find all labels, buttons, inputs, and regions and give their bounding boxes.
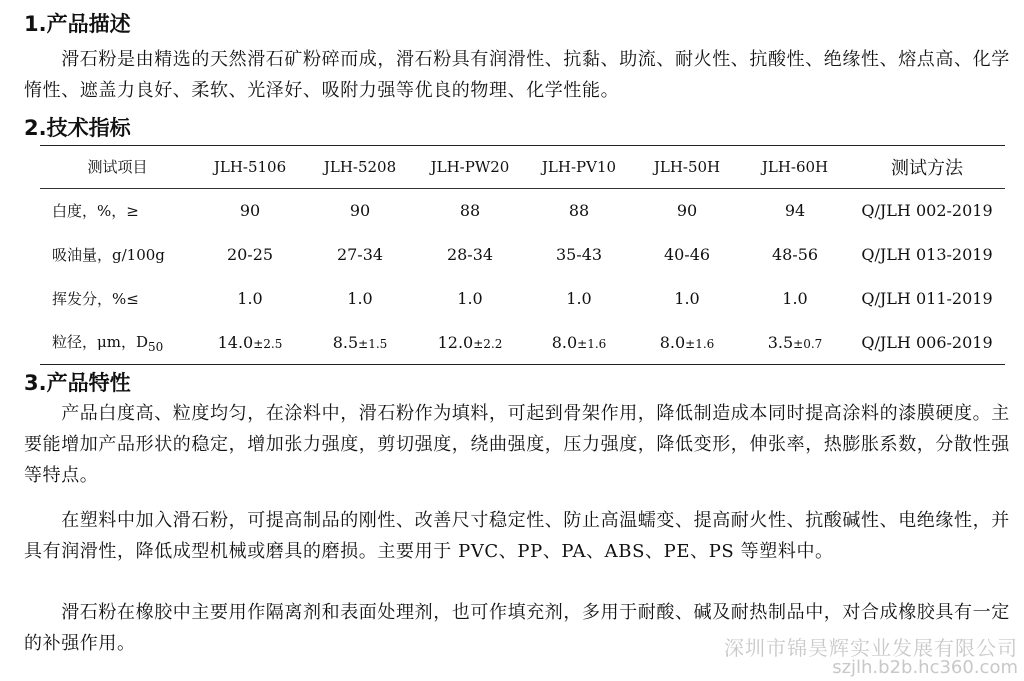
value-tolerance: ±1.5	[358, 336, 388, 351]
cell-value: 1.0	[782, 289, 808, 308]
cell-value: 90	[676, 201, 698, 220]
value-main: 8.5	[332, 332, 359, 352]
cell-value: 1.0	[674, 289, 700, 308]
cell-value	[741, 321, 849, 365]
cell-value: 88	[459, 201, 481, 220]
cell-value: 27-34	[336, 245, 384, 264]
cell-value: 35-43	[555, 245, 603, 264]
row-item-label	[40, 321, 195, 365]
cell-value: 1.0	[566, 289, 592, 308]
value-tolerance: ±0.7	[793, 336, 823, 351]
cell-method: Q/JLH 006-2019	[849, 321, 1005, 365]
cell-value: 88	[568, 201, 590, 220]
table-row	[40, 321, 1005, 365]
cell-value: 28-34	[446, 245, 494, 264]
cell-value: 1.0	[347, 289, 373, 308]
cell-value	[195, 321, 305, 365]
cell-value	[415, 321, 525, 365]
value-main: 3.5	[767, 332, 794, 352]
header-test-item: 测试项目	[40, 146, 195, 188]
section-heading-specs: 2.技术指标	[24, 116, 131, 140]
features-paragraph-rubber: 滑石粉在橡胶中主要用作隔离剂和表面处理剂，也可作填充剂，多用于耐酸、碱及耐热制品中，对合成橡胶具有一定的补强作用。	[24, 602, 1010, 654]
value-tolerance: ±2.5	[253, 336, 283, 351]
cell-value: 90	[239, 201, 261, 220]
cell-method: Q/JLH 011-2019	[861, 289, 993, 308]
cell-value	[305, 321, 415, 365]
table-row	[40, 233, 1005, 277]
row-item-label: 挥发分，%≤	[52, 290, 139, 308]
cell-value: 48-56	[771, 245, 819, 264]
value-main: 14.0	[217, 332, 254, 352]
cell-value: 20-25	[226, 245, 274, 264]
spec-table	[40, 146, 1005, 365]
cell-value: 1.0	[237, 289, 263, 308]
header-test-method: 测试方法	[849, 146, 1005, 188]
header-grade: JLH-5208	[305, 146, 415, 188]
cell-value	[633, 321, 741, 365]
table-header-row	[40, 146, 1005, 188]
value-tolerance: ±1.6	[577, 336, 607, 351]
value-main: 8.0	[659, 332, 686, 352]
value-main: 12.0	[437, 332, 474, 352]
table-row	[40, 189, 1005, 233]
watermark-company: 深圳市锦昊辉实业发展有限公司	[724, 636, 1018, 660]
cell-value: 90	[349, 201, 371, 220]
features-paragraph-plastics: 在塑料中加入滑石粉，可提高制品的刚性、改善尺寸稳定性、防止高温蠕变、提高耐火性、抗酸碱性、电绝缘性，并具有润滑性，降低成型机械或磨具的磨损。主要用于 PVC、PP、PA、ABS、PE、PS 等塑料中。	[24, 510, 1010, 562]
value-main: 8.0	[551, 332, 578, 352]
row-item-label: 吸油量，g/100g	[52, 246, 165, 264]
cell-value: 94	[784, 201, 806, 220]
row-item-label-text: 粒径，μm，D	[52, 332, 148, 351]
cell-method: Q/JLH 002-2019	[861, 201, 993, 220]
cell-method: Q/JLH 013-2019	[861, 245, 993, 264]
description-paragraph: 滑石粉是由精选的天然滑石矿粉碎而成，滑石粉具有润滑性、抗黏、助流、耐火性、抗酸性、绝缘性、熔点高、化学惰性、遮盖力良好、柔软、光泽好、吸附力强等优良的物理、化学性能。	[24, 49, 1010, 101]
section-heading-description: 1.产品描述	[24, 12, 131, 36]
watermark-url: szjlh.b2b.hc360.com	[832, 657, 1018, 678]
d50-subscript: 50	[148, 339, 164, 354]
cell-value: 40-46	[663, 245, 711, 264]
header-grade: JLH-60H	[741, 146, 849, 188]
cell-value	[525, 321, 633, 365]
value-tolerance: ±1.6	[685, 336, 715, 351]
header-grade: JLH-5106	[195, 146, 305, 188]
value-tolerance: ±2.2	[473, 336, 503, 351]
header-grade: JLH-PW20	[415, 146, 525, 188]
features-paragraph-coatings: 产品白度高、粒度均匀，在涂料中，滑石粉作为填料，可起到骨架作用，降低制造成本同时提高涂料的漆膜硬度。主要能增加产品形状的稳定，增加张力强度，剪切强度，绕曲强度，压力强度，降低变形，伸张率，热膨胀系数，分散性强等特点。	[24, 403, 1010, 486]
header-grade: JLH-PV10	[525, 146, 633, 188]
section-heading-features: 3.产品特性	[24, 371, 131, 395]
header-grade: JLH-50H	[633, 146, 741, 188]
cell-value: 1.0	[457, 289, 483, 308]
row-item-label: 白度，%，≥	[52, 202, 139, 220]
table-row	[40, 277, 1005, 321]
